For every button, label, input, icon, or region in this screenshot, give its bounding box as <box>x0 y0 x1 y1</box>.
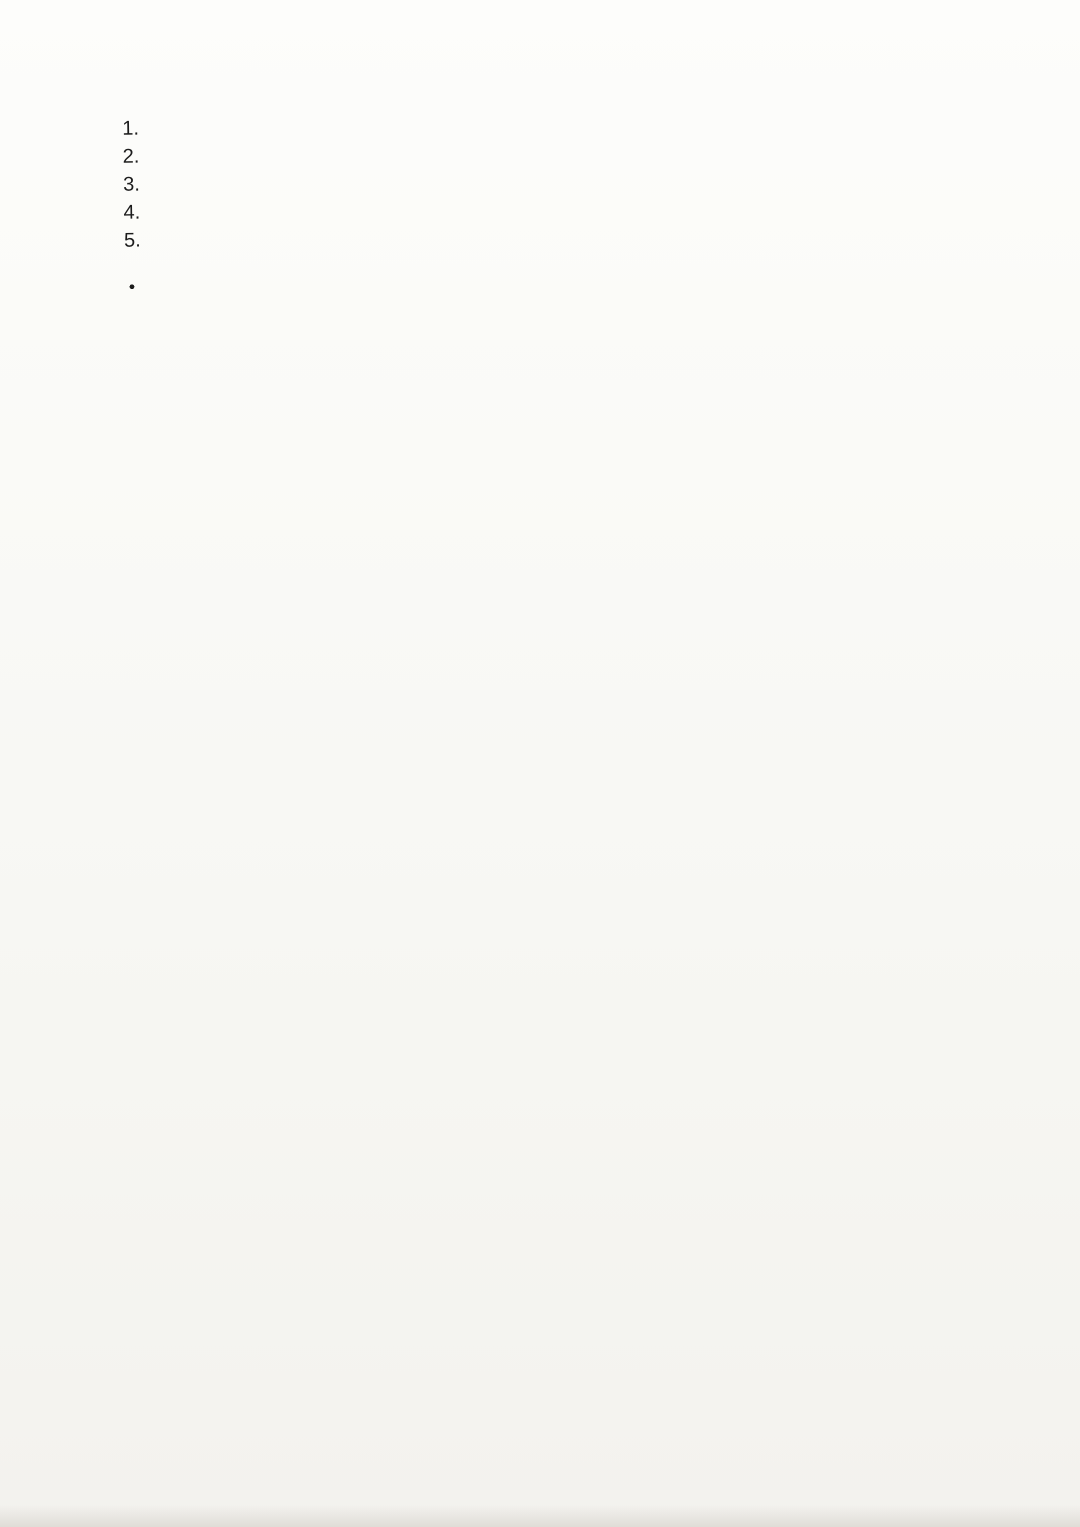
entry-termopile <box>109 260 1009 274</box>
list-item <box>149 260 1009 274</box>
list-item <box>149 260 1009 274</box>
entry-salamina <box>109 260 1009 274</box>
list-item <box>149 260 1009 274</box>
entry-maraton <box>109 260 1009 274</box>
entry-gaugamela <box>109 260 1009 274</box>
list-item <box>149 260 1009 274</box>
bottom-border <box>0 1446 1080 1486</box>
entry-geruzja <box>109 260 1009 274</box>
top-border <box>0 0 1080 60</box>
entry-rzezbiarze <box>109 257 1009 271</box>
list-item <box>149 260 1009 274</box>
entry-falanga <box>109 260 1009 274</box>
gods-list <box>149 260 1009 274</box>
igrzyska-list <box>144 101 1008 255</box>
entry-issos <box>109 260 1009 274</box>
entry-bogowie <box>109 260 1009 274</box>
list-item <box>149 260 1009 274</box>
entry-demokracja <box>106 82 996 96</box>
list-item <box>149 260 1009 274</box>
entry-dionizje <box>109 260 1009 274</box>
page-edge-shadow <box>0 1505 1080 1527</box>
left-border <box>0 0 40 1480</box>
notes-content <box>106 82 1009 274</box>
list-item <box>149 260 1009 274</box>
list-item <box>149 260 1009 274</box>
right-border <box>1036 0 1076 1480</box>
list-item <box>149 260 1009 274</box>
entry-teatr <box>109 260 1009 274</box>
